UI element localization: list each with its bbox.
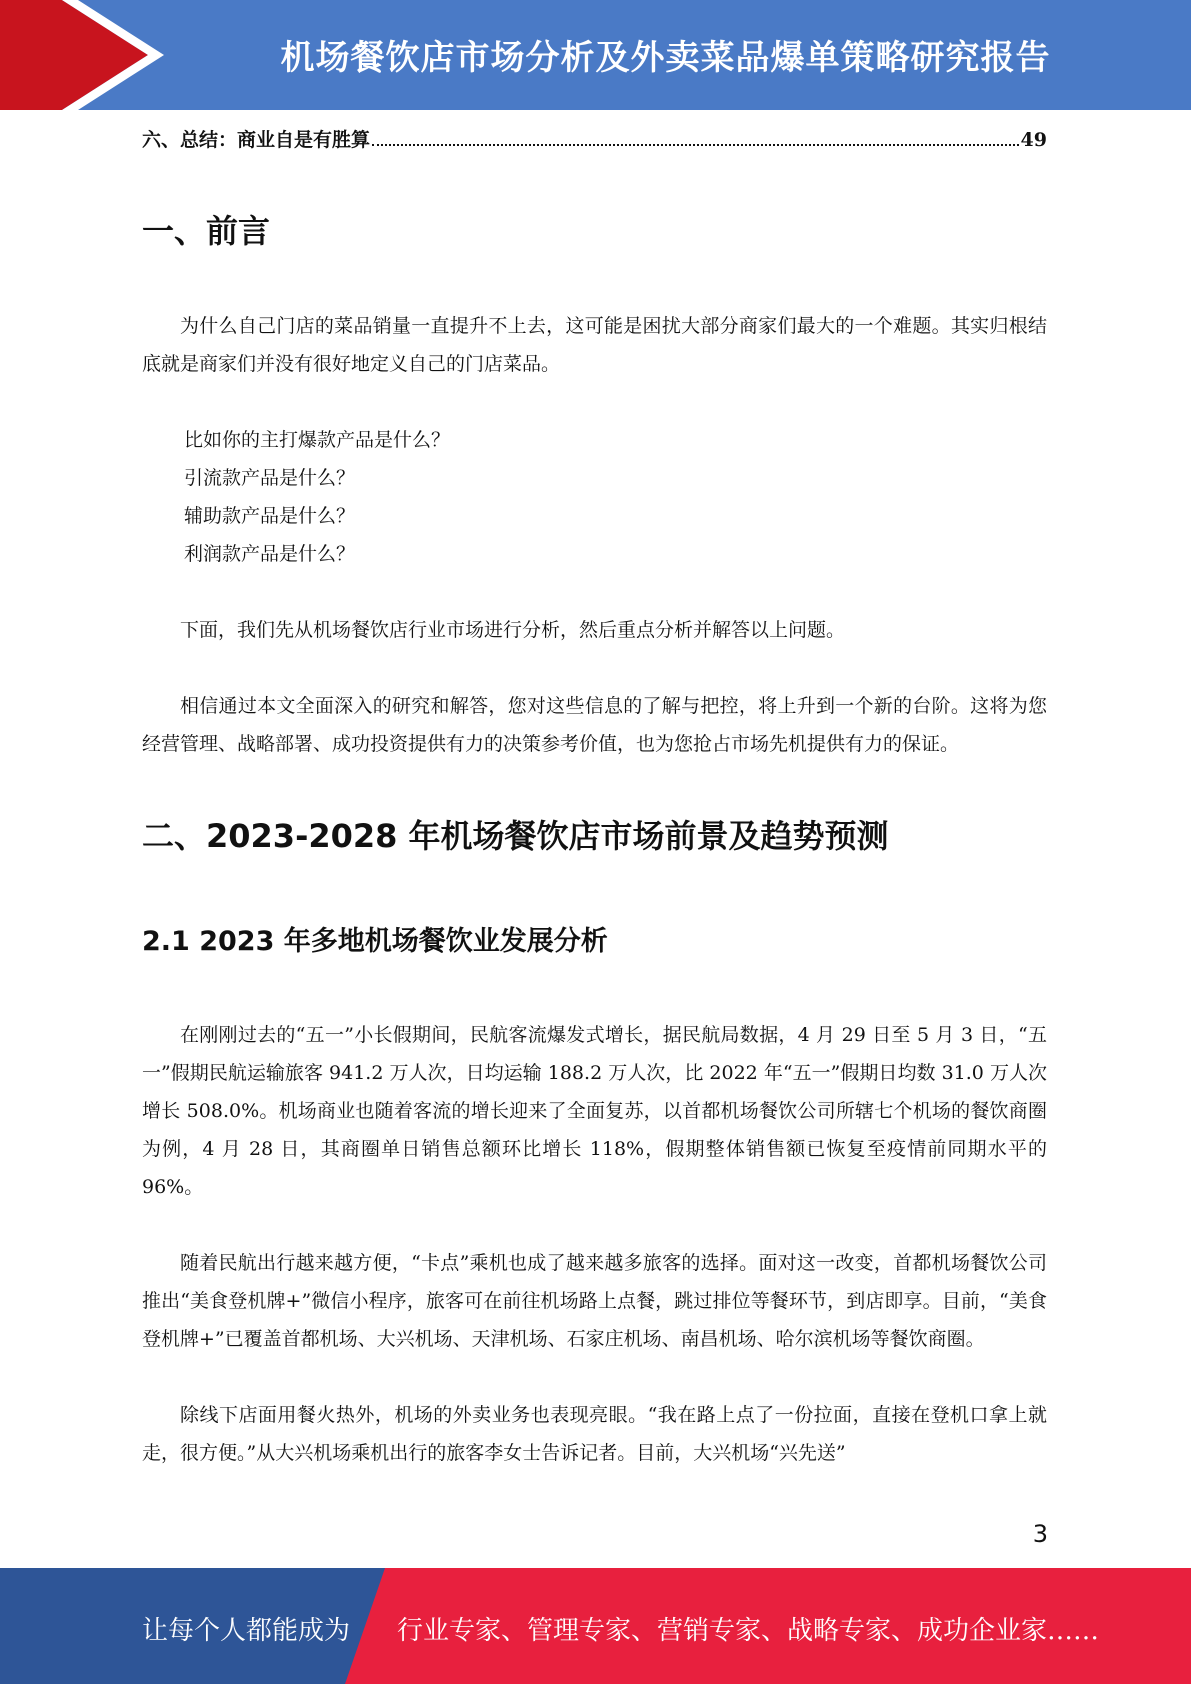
toc-entry-label: 六、总结：商业自是有胜算 [142, 129, 371, 151]
page-number: 3 [1032, 1520, 1048, 1548]
toc-entry[interactable] [142, 125, 1047, 152]
toc-entry-page: 49 [1020, 129, 1047, 151]
footer-banner [0, 1568, 1191, 1684]
paragraph: 随着民航出行越来越方便，“卡点”乘机也成了越来越多旅客的选择。面对这一改变，首都机场餐饮公司推出“美食登机牌+”微信小程序，旅客可在前往机场路上点餐，跳过排位等餐环节，到店即享。目前，“美食登机牌+”已覆盖首都机场、大兴机场、天津机场、石家庄机场、南昌机场、哈尔滨机场等餐饮商圈。 [142, 1252, 1047, 1350]
question-item: 引流款产品是什么？ [184, 467, 356, 489]
footer-slogan-right: 行业专家、管理专家、营销专家、战略专家、成功企业家…… [397, 1616, 1100, 1646]
paragraph: 下面，我们先从机场餐饮店行业市场进行分析，然后重点分析并解答以上问题。 [180, 619, 846, 641]
question-item: 利润款产品是什么？ [184, 543, 356, 565]
question-item: 比如你的主打爆款产品是什么？ [184, 429, 451, 451]
subsection-heading: 2.1 2023 年多地机场餐饮业发展分析 [142, 926, 608, 957]
question-list [142, 421, 1047, 573]
report-title: 机场餐饮店市场分析及外卖菜品爆单策略研究报告 [280, 38, 1051, 78]
paragraph: 相信通过本文全面深入的研究和解答，您对这些信息的了解与把控，将上升到一个新的台阶。这将为您经营管理、战略部署、成功投资提供有力的决策参考价值，也为您抢占市场先机提供有力的保证。 [142, 695, 1047, 755]
footer-slogan-left: 让每个人都能成为 [142, 1616, 351, 1646]
header-banner [0, 0, 1191, 110]
question-item: 辅助款产品是什么？ [184, 505, 356, 527]
document-body [142, 125, 1047, 1472]
toc-leader-dots [372, 144, 1019, 146]
section-heading-forecast: 二、2023-2028 年机场餐饮店市场前景及趋势预测 [142, 817, 889, 855]
paragraph: 为什么自己门店的菜品销量一直提升不上去，这可能是困扰大部分商家们最大的一个难题。其实归根结底就是商家们并没有很好地定义自己的门店菜品。 [142, 315, 1047, 375]
paragraph: 在刚刚过去的“五一”小长假期间，民航客流爆发式增长，据民航局数据，4 月 29 日至 5 月 3 日，“五一”假期民航运输旅客 941.2 万人次，日均运输 188.2 万人次，比 2022 年“五一”假期日均数 31.0 万人次增长 508.0%。机场商业也随着客流的增长迎来了全面复苏，以首都机场餐饮公司所辖七个机场的餐饮商圈为例，4 月 28 日，其商圈单日销售总额环比增长 118%，假期整体销售额已恢复至疫情前同期水平的 96%。 [142, 1024, 1047, 1198]
paragraph: 除线下店面用餐火热外，机场的外卖业务也表现亮眼。“我在路上点了一份拉面，直接在登机口拿上就走，很方便。”从大兴机场乘机出行的旅客李女士告诉记者。目前，大兴机场“兴先送” [142, 1404, 1047, 1464]
section-heading-preface: 一、前言 [142, 212, 271, 250]
